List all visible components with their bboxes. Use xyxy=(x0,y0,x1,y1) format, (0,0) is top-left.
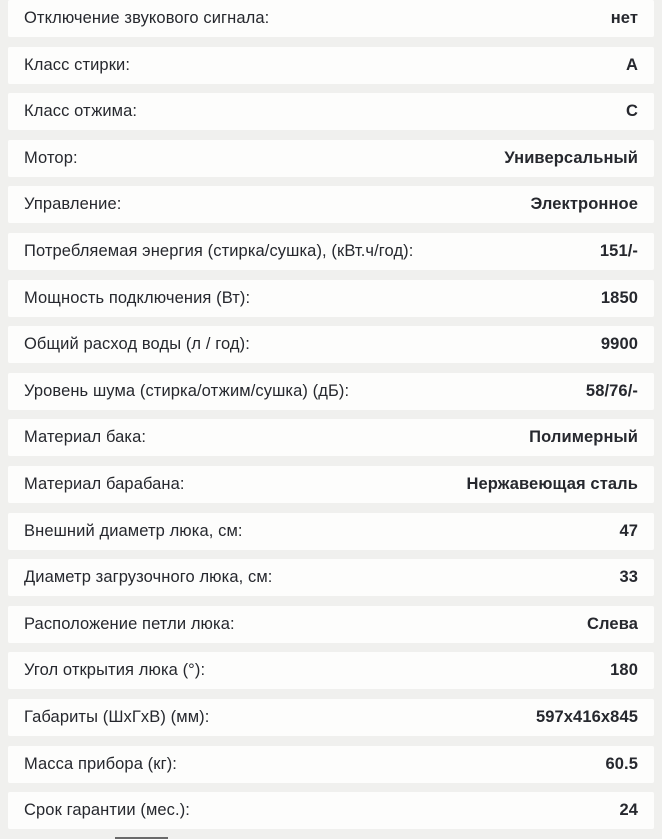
spec-row xyxy=(8,186,654,223)
spec-row xyxy=(8,47,654,84)
spec-value: 1850 xyxy=(600,288,638,307)
spec-label: Отключение звукового сигнала: xyxy=(24,9,270,27)
spec-value: 58/76/- xyxy=(585,381,638,400)
spec-label: Общий расход воды (л / год): xyxy=(24,335,250,354)
spec-label: Масса прибора (кг): xyxy=(24,754,177,773)
spec-row xyxy=(8,746,654,783)
spec-value: 9900 xyxy=(600,335,638,354)
spec-label: Класс отжима: xyxy=(24,102,138,121)
spec-label: Материал бака: xyxy=(24,428,147,447)
spec-label: Внешний диаметр люка, см: xyxy=(24,521,243,540)
spec-value: 33 xyxy=(619,568,638,587)
spec-label: Срок гарантии (мес.): xyxy=(24,801,190,820)
spec-value: Полимерный xyxy=(529,428,638,447)
spec-label: Габариты (ШхГхВ) (мм): xyxy=(24,707,210,726)
spec-row xyxy=(8,140,654,177)
spec-value: 180 xyxy=(610,661,638,680)
spec-row xyxy=(8,652,654,689)
spec-label: Расположение петли люка: xyxy=(24,614,235,633)
spec-value: 60.5 xyxy=(605,754,638,773)
spec-label: Класс стирки: xyxy=(24,55,131,74)
spec-value: нет xyxy=(610,9,638,27)
spec-row xyxy=(8,513,654,550)
spec-row xyxy=(8,559,654,596)
spec-row xyxy=(8,280,654,317)
spec-label: Уровень шума (стирка/отжим/сушка) (дБ): xyxy=(24,381,350,400)
spec-value: Универсальный xyxy=(504,148,638,167)
spec-value: A xyxy=(625,55,638,74)
spec-label: Диаметр загрузочного люка, см: xyxy=(24,568,273,587)
spec-value: 597x416x845 xyxy=(535,707,638,726)
spec-value: C xyxy=(625,102,638,121)
spec-label: Мощность подключения (Вт): xyxy=(24,288,251,307)
spec-label: Мотор: xyxy=(24,148,78,167)
spec-row xyxy=(8,699,654,736)
spec-row xyxy=(8,792,654,829)
spec-value: 24 xyxy=(619,801,638,820)
spec-row xyxy=(8,0,654,37)
spec-label: Потребляемая энергия (стирка/сушка), (кВт.ч/год): xyxy=(24,241,414,260)
spec-label: Управление: xyxy=(24,195,122,214)
spec-row xyxy=(8,466,654,503)
spec-row xyxy=(8,606,654,643)
spec-row xyxy=(8,93,654,130)
spec-value: 151/- xyxy=(599,241,638,260)
spec-row xyxy=(8,419,654,456)
spec-row xyxy=(8,326,654,363)
spec-row xyxy=(8,373,654,410)
spec-value: Слева xyxy=(587,614,638,633)
spec-row xyxy=(8,233,654,270)
spec-label: Материал барабана: xyxy=(24,474,185,493)
spec-label: Угол открытия люка (°): xyxy=(24,661,206,680)
spec-value: 47 xyxy=(619,521,638,540)
spec-value: Нержавеющая сталь xyxy=(466,474,638,493)
spec-value: Электронное xyxy=(530,195,638,214)
